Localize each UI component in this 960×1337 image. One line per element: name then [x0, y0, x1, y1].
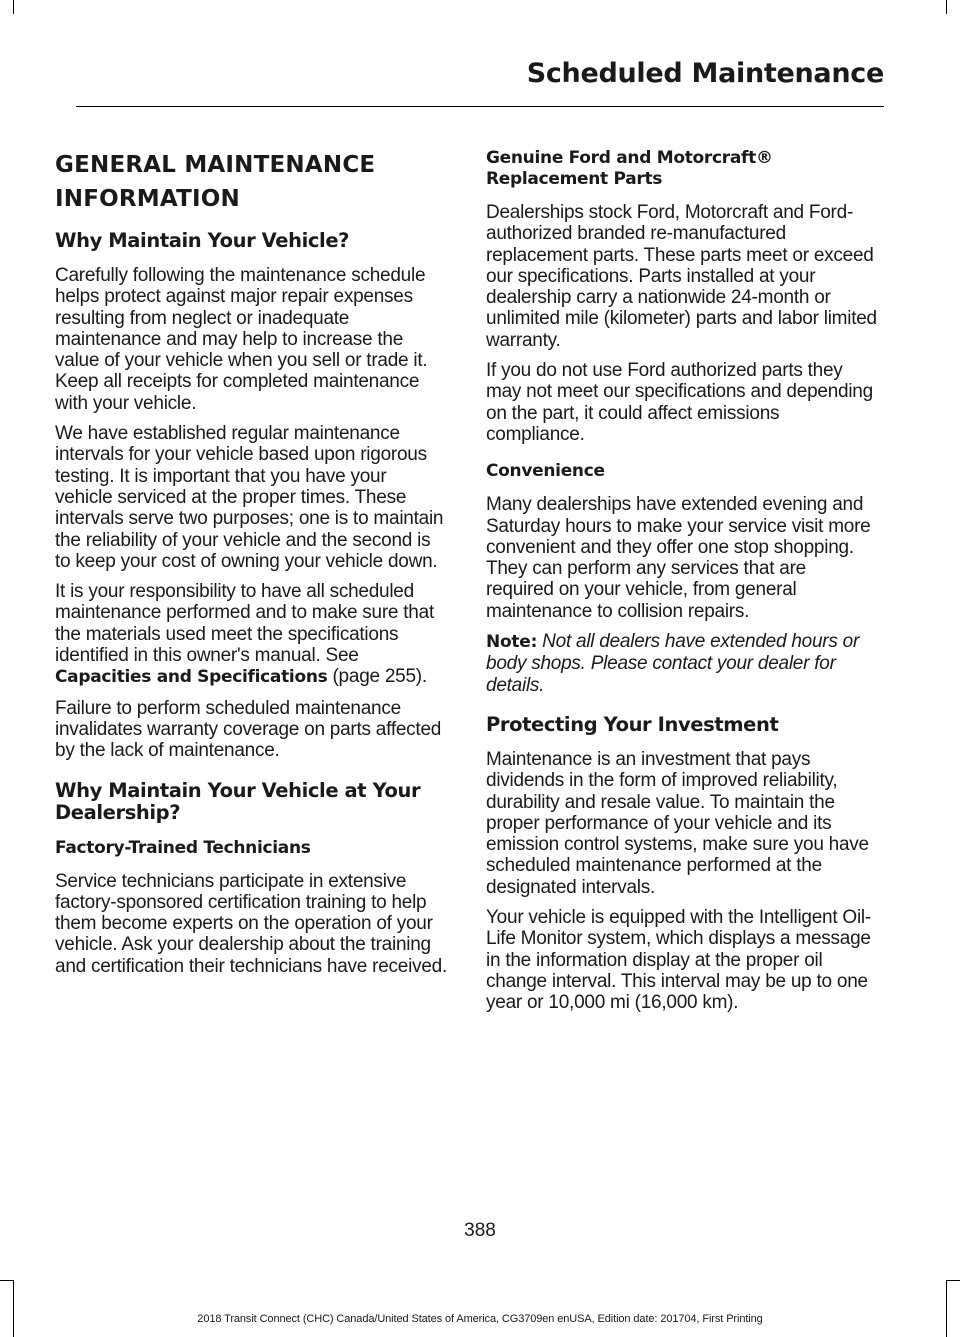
heading-why-dealership: Why Maintain Your Vehicle at Your Dealership?	[55, 778, 421, 824]
paragraph: Your vehicle is equipped with the Intelligent Oil-Life Monitor system, which displays a message in the information display at the proper oil change interval. This interval may be up to one year or 10,000 mi (16,000 km).	[486, 907, 871, 1014]
header-divider	[76, 106, 884, 107]
section-title	[55, 148, 447, 216]
paragraph: Service technicians participate in extensive factory-sponsored certification training to help them become experts on the operation of your vehicle. Ask your dealership about the training and certification their technicians have received.	[55, 870, 448, 977]
note	[486, 631, 878, 696]
crop-mark	[947, 1280, 960, 1281]
footer-edition-info: 2018 Transit Connect (CHC) Canada/United States of America, CG3709en enUSA, Edition date: 201704, First Printing	[197, 1313, 763, 1325]
crop-mark	[13, 0, 14, 14]
crop-mark	[13, 1280, 14, 1337]
paragraph: Carefully following the maintenance schedule helps protect against major repair expenses resulting from neglect or inadequate maintenance and may help to increase the value of your vehicle when you sell or trade it. Keep all receipts for completed maintenance with your vehicle.	[55, 265, 428, 414]
crop-mark	[946, 1280, 947, 1337]
page-reference: (page 255).	[327, 666, 427, 688]
capacities-specifications-link[interactable]: Capacities and Specifications	[55, 667, 328, 688]
note-label: Note:	[486, 632, 538, 653]
crop-mark	[946, 0, 947, 14]
page-header-title: Scheduled Maintenance	[526, 58, 884, 89]
note-text: Not all dealers have extended hours or body shops. Please contact your dealer for details.	[486, 631, 860, 696]
paragraph-with-reference	[55, 581, 447, 688]
crop-mark	[0, 1280, 13, 1281]
paragraph: Many dealerships have extended evening and Saturday hours to make your service visit more convenient and they offer one stop shopping. They can perform any services that are required on your vehicle, from general maintenance to collision repairs.	[486, 494, 871, 622]
page-number: 388	[464, 1220, 496, 1241]
paragraph-text: It is your responsibility to have all scheduled maintenance performed and to make sure that the materials used meet the specifications identified in this owner's manual. See	[55, 581, 434, 667]
paragraph: Dealerships stock Ford, Motorcraft and Ford-authorized branded re-manufactured replacement parts. These parts meet or exceed our specifications. Parts installed at your dealership carry a nationwide 24-month or unlimited mile (kilometer) parts and labor limited warranty.	[486, 202, 877, 351]
paragraph: If you do not use Ford authorized parts they may not meet our specifications and depending on the part, it could affect emissions compliance.	[486, 360, 873, 445]
subheading-factory-trained: Factory-Trained Technicians	[55, 837, 311, 858]
paragraph: We have established regular maintenance intervals for your vehicle based upon rigorous testing. It is important that you have your vehicle serviced at the proper times. These intervals serve two purposes; one is to maintain the reliability of your vehicle and the second is to keep your cost of owning your vehicle down.	[55, 423, 444, 572]
right-column	[486, 148, 878, 1023]
heading-protecting-investment: Protecting Your Investment	[486, 712, 779, 736]
left-column	[55, 148, 447, 986]
paragraph: Maintenance is an investment that pays dividends in the form of improved reliability, durability and resale value. To maintain the proper performance of your vehicle and its emission control systems, make sure you have scheduled maintenance performed at the designated intervals.	[486, 748, 869, 898]
section-title-line-1: GENERAL MAINTENANCE	[55, 152, 376, 178]
heading-why-maintain: Why Maintain Your Vehicle?	[55, 229, 350, 252]
section-title-line-2: INFORMATION	[55, 186, 240, 212]
subheading-convenience: Convenience	[486, 461, 605, 482]
paragraph: Failure to perform scheduled maintenance invalidates warranty coverage on parts affected by the lack of maintenance.	[55, 697, 442, 762]
subheading-genuine-parts: Genuine Ford and Motorcraft® Replacement Parts	[486, 148, 773, 189]
